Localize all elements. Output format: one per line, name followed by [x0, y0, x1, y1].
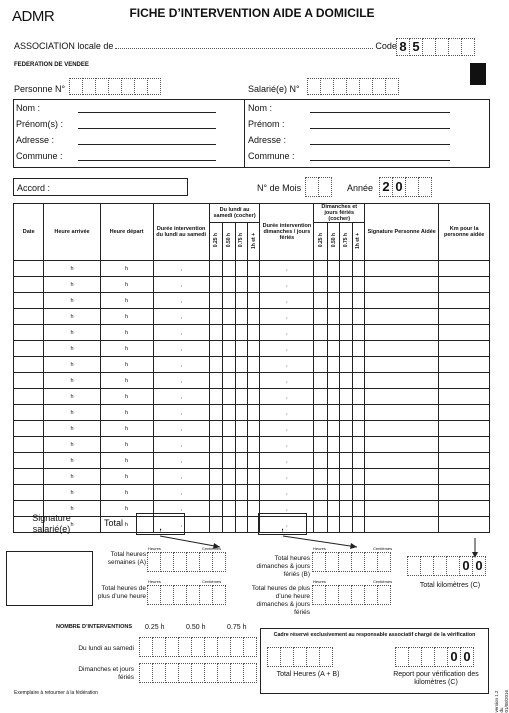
table-cell[interactable]: , — [153, 485, 209, 501]
total-heures-digit-0[interactable] — [267, 647, 281, 667]
table-cell[interactable]: , — [153, 309, 209, 325]
km-digit-2[interactable] — [433, 556, 447, 576]
total-a-digit-5[interactable] — [212, 552, 226, 572]
check-075-dimanche: 0.75 h — [340, 223, 352, 261]
total-heures-digit-3[interactable] — [306, 647, 320, 667]
plus-heure-digit-3[interactable] — [186, 585, 200, 605]
table-cell[interactable]: , — [153, 341, 209, 357]
table-cell[interactable]: h — [100, 325, 153, 341]
int-a-digit-1[interactable] — [152, 637, 166, 657]
table-cell[interactable]: , — [260, 517, 314, 533]
col-km: Km pour la personne aidée — [439, 204, 490, 261]
col-depart: Heure départ — [100, 204, 153, 261]
report-digit-2[interactable] — [421, 647, 435, 667]
check-1h-dimanche: 1h et + — [352, 223, 364, 261]
int-b-digit-6[interactable] — [217, 663, 231, 683]
total-dimanche-cells[interactable] — [313, 552, 391, 572]
table-cell[interactable]: , — [153, 277, 209, 293]
annee-digit-1[interactable]: 0 — [392, 177, 406, 197]
identity-right-label-2: Adresse : — [248, 135, 287, 145]
interventions-col-075: 0.75 h — [227, 624, 247, 631]
table-cell[interactable]: , — [260, 469, 314, 485]
total-b-digit-5[interactable] — [377, 552, 391, 572]
total-heures-digit-4[interactable] — [319, 647, 333, 667]
table-cell[interactable]: h — [100, 469, 153, 485]
int-a-digit-4[interactable] — [191, 637, 205, 657]
group-semaine: Du lundi au samedi (cocher) — [209, 204, 260, 223]
report-digit-5[interactable]: 0 — [460, 647, 474, 667]
identity-left-label-2: Adresse : — [16, 135, 55, 145]
table-cell[interactable]: , — [260, 485, 314, 501]
table-cell[interactable]: , — [153, 389, 209, 405]
total-label: Total — [104, 518, 124, 528]
table-cell[interactable]: , — [153, 325, 209, 341]
dim-plus-digit-3[interactable] — [351, 585, 365, 605]
mois-label: N° de Mois — [257, 183, 302, 193]
check-050-dimanche: 0.50 h — [327, 223, 339, 261]
table-cell[interactable]: h — [100, 341, 153, 357]
stamp-box[interactable] — [6, 551, 93, 606]
check-050-semaine: 0.50 h — [223, 223, 235, 261]
identity-right-label-3: Commune : — [248, 151, 295, 161]
plus-heure-digit-0[interactable] — [147, 585, 161, 605]
signature-salarie-label: Signature salarié(e) — [32, 513, 71, 534]
table-cell[interactable]: , — [260, 341, 314, 357]
interventions-col-050: 0.50 h — [186, 624, 206, 631]
total-b-digit-4[interactable] — [364, 552, 378, 572]
table-cell[interactable]: h — [44, 373, 100, 389]
plus-heure-label: Total heures de plus d’une heure — [97, 585, 146, 600]
table-cell[interactable]: h — [100, 453, 153, 469]
int-b-digit-2[interactable] — [165, 663, 179, 683]
code-label: Code — [375, 41, 397, 51]
table-cell[interactable]: , — [153, 357, 209, 373]
total-semaine-cells[interactable] — [148, 552, 226, 572]
table-cell[interactable]: , — [260, 389, 314, 405]
total-dimanche-box[interactable]: , — [258, 513, 307, 535]
int-a-digit-7[interactable] — [230, 637, 244, 657]
heures-caption-b2: Heures — [313, 579, 326, 584]
centiemes-caption-b: Centièmes — [373, 546, 393, 551]
check-025-semaine: 0.25 h — [209, 223, 223, 261]
int-a-digit-0[interactable] — [139, 637, 153, 657]
total-km-cells[interactable] — [408, 556, 486, 576]
table-cell[interactable]: , — [260, 325, 314, 341]
total-b-digit-1[interactable] — [325, 552, 339, 572]
table-cell[interactable]: , — [260, 357, 314, 373]
accord-label: Accord : — [17, 183, 51, 193]
dim-plus-digit-2[interactable] — [338, 585, 352, 605]
table-cell[interactable]: , — [153, 421, 209, 437]
table-cell[interactable]: , — [153, 261, 209, 277]
centiemes-caption-a2: Centièmes — [202, 579, 222, 584]
col-date: Date — [14, 204, 44, 261]
table-cell[interactable]: , — [260, 293, 314, 309]
plus-heure-digit-1[interactable] — [160, 585, 174, 605]
identity-right-label-0: Nom : — [248, 103, 273, 113]
int-a-digit-2[interactable] — [165, 637, 179, 657]
personne-label: Personne N° — [14, 84, 66, 94]
table-cell[interactable]: h — [44, 309, 100, 325]
table-cell[interactable]: h — [44, 453, 100, 469]
total-b-digit-3[interactable] — [351, 552, 365, 572]
table-cell[interactable]: h — [44, 261, 100, 277]
table-cell[interactable]: h — [100, 261, 153, 277]
table-cell[interactable]: , — [153, 517, 209, 533]
col-duree-semaine: Durée intervention du lundi au samedi — [153, 204, 209, 261]
report-digit-1[interactable] — [408, 647, 422, 667]
km-digit-3[interactable] — [446, 556, 460, 576]
heures-caption-a: Heures — [148, 546, 161, 551]
km-digit-1[interactable] — [420, 556, 434, 576]
table-cell[interactable]: h — [100, 389, 153, 405]
table-cell[interactable]: , — [153, 373, 209, 389]
int-a-digit-8[interactable] — [243, 637, 257, 657]
total-a-digit-2[interactable] — [173, 552, 187, 572]
km-digit-0[interactable] — [407, 556, 421, 576]
interventions-cells-dimanche[interactable] — [140, 663, 257, 683]
total-a-digit-4[interactable] — [199, 552, 213, 572]
identity-left-label-3: Commune : — [16, 151, 63, 161]
km-digit-4[interactable]: 0 — [459, 556, 473, 576]
heures-caption-b: Heures — [313, 546, 326, 551]
check-025-dimanche: 0.25 h — [314, 223, 328, 261]
col-arrivee: Heure arrivée — [44, 204, 100, 261]
table-cell[interactable]: h — [44, 389, 100, 405]
table-cell[interactable]: h — [100, 309, 153, 325]
salarie-label: Salarié(e) N° — [248, 84, 300, 94]
dim-plus-digit-1[interactable] — [325, 585, 339, 605]
table-cell[interactable]: h — [44, 325, 100, 341]
table-cell[interactable]: h — [44, 357, 100, 373]
int-b-digit-7[interactable] — [230, 663, 244, 683]
code-digit-1[interactable]: 5 — [409, 38, 423, 56]
centiemes-caption-a: Centièmes — [202, 546, 222, 551]
identity-right-label-1: Prénom : — [248, 119, 285, 129]
interventions-row-dimanche: Dimanches et jours fériés — [78, 666, 134, 681]
table-cell[interactable]: h — [100, 277, 153, 293]
heures-caption-a2: Heures — [148, 579, 161, 584]
version-note: version 1.2 du 01/08/2016 — [494, 689, 509, 713]
table-cell[interactable]: , — [260, 421, 314, 437]
identity-left-label-0: Nom : — [16, 103, 41, 113]
interventions-col-025: 0.25 h — [145, 624, 165, 631]
table-cell[interactable]: h — [44, 341, 100, 357]
table-cell[interactable]: h — [100, 517, 153, 533]
table-cell[interactable]: h — [100, 437, 153, 453]
int-b-digit-0[interactable] — [139, 663, 153, 683]
table-cell[interactable]: h — [100, 421, 153, 437]
report-digit-4[interactable]: 0 — [447, 647, 461, 667]
table-cell[interactable]: h — [100, 405, 153, 421]
total-heures-digit-2[interactable] — [293, 647, 307, 667]
dim-plus-label: Total heures de plus d’une heure dimanches & jours fériés — [251, 585, 310, 616]
total-dimanche-label: Total heures dimanches & jours fériés (B) — [256, 555, 310, 578]
annee-digit-0[interactable]: 2 — [379, 177, 393, 197]
plus-heure-cells[interactable] — [148, 585, 226, 605]
table-cell[interactable]: , — [260, 277, 314, 293]
check-075-semaine: 0.75 h — [235, 223, 247, 261]
dim-plus-digit-0[interactable] — [312, 585, 326, 605]
table-cell[interactable]: h — [44, 405, 100, 421]
total-b-digit-0[interactable] — [312, 552, 326, 572]
km-digit-5[interactable]: 0 — [472, 556, 486, 576]
group-dimanche: Dimanches et jours fériés (cocher) — [314, 204, 365, 223]
association-label: ASSOCIATION locale de — [14, 41, 114, 51]
int-a-digit-5[interactable] — [204, 637, 218, 657]
int-b-digit-8[interactable] — [243, 663, 257, 683]
table-cell[interactable]: h — [44, 277, 100, 293]
table-cell[interactable]: h — [44, 437, 100, 453]
table-cell[interactable]: h — [100, 501, 153, 517]
total-km-label: Total kilomètres (C) — [419, 582, 481, 589]
federation-label: FEDERATION DE VENDEE — [14, 62, 89, 68]
report-digit-0[interactable] — [395, 647, 409, 667]
table-cell[interactable]: h — [44, 421, 100, 437]
plus-heure-digit-2[interactable] — [173, 585, 187, 605]
col-signature: Signature Personne Aidée — [365, 204, 439, 261]
table-cell[interactable]: h — [44, 293, 100, 309]
table-cell[interactable]: , — [153, 453, 209, 469]
int-b-digit-1[interactable] — [152, 663, 166, 683]
exemplaire-note: Exemplaire à retourner à la fédération — [14, 690, 98, 696]
code-digit-0[interactable]: 8 — [396, 38, 410, 56]
table-cell[interactable]: h — [100, 357, 153, 373]
int-a-digit-3[interactable] — [178, 637, 192, 657]
table-cell[interactable]: h — [44, 469, 100, 485]
interventions-row-semaine: Du lundi au samedi — [78, 645, 134, 652]
table-cell[interactable]: , — [260, 437, 314, 453]
table-cell[interactable]: , — [153, 501, 209, 517]
table-cell[interactable]: , — [260, 405, 314, 421]
table-cell[interactable]: , — [260, 453, 314, 469]
verification-title: Cadre réservé exclusivement au responsable associatif chargé de la vérification — [273, 632, 476, 638]
total-heures-cells[interactable] — [268, 647, 333, 667]
total-a-digit-0[interactable] — [147, 552, 161, 572]
report-km-label: Report pour vérification des kilomètres (C) — [393, 671, 479, 686]
admr-logo: ADMR — [12, 8, 55, 25]
dim-plus-cells[interactable] — [313, 585, 391, 605]
int-a-digit-6[interactable] — [217, 637, 231, 657]
plus-heure-digit-5[interactable] — [212, 585, 226, 605]
table-cell[interactable]: h — [44, 501, 100, 517]
int-b-digit-5[interactable] — [204, 663, 218, 683]
table-cell[interactable]: h — [44, 517, 100, 533]
table-cell[interactable]: , — [260, 261, 314, 277]
table-cell[interactable]: h — [100, 293, 153, 309]
table-cell[interactable]: h — [100, 485, 153, 501]
table-cell[interactable]: , — [260, 373, 314, 389]
table-cell[interactable]: , — [260, 501, 314, 517]
table-cell[interactable]: h — [44, 485, 100, 501]
total-a-digit-3[interactable] — [186, 552, 200, 572]
dim-plus-digit-4[interactable] — [364, 585, 378, 605]
table-cell[interactable]: , — [153, 405, 209, 421]
total-semaine-label: Total heures semaines (A) — [107, 551, 146, 566]
report-digit-3[interactable] — [434, 647, 448, 667]
annee-label: Année — [347, 183, 374, 193]
total-b-digit-2[interactable] — [338, 552, 352, 572]
table-cell[interactable]: , — [260, 309, 314, 325]
interventions-cells-semaine[interactable] — [140, 637, 257, 657]
interventions-title: NOMBRE D’INTERVENTIONS — [56, 624, 132, 630]
table-cell[interactable]: , — [153, 293, 209, 309]
dim-plus-digit-5[interactable] — [377, 585, 391, 605]
col-duree-dimanche: Durée intervention dimanches / jours fériés — [260, 204, 314, 261]
int-b-digit-4[interactable] — [191, 663, 205, 683]
total-semaine-box[interactable]: , — [136, 513, 185, 535]
identity-left-label-1: Prénom(s) : — [16, 119, 64, 129]
table-cell[interactable]: , — [153, 469, 209, 485]
table-cell[interactable]: h — [100, 373, 153, 389]
int-b-digit-3[interactable] — [178, 663, 192, 683]
plus-heure-digit-4[interactable] — [199, 585, 213, 605]
centiemes-caption-b2: Centièmes — [373, 579, 393, 584]
total-heures-digit-1[interactable] — [280, 647, 294, 667]
total-heures-label: Total Heures (A + B) — [276, 671, 340, 678]
total-a-digit-1[interactable] — [160, 552, 174, 572]
report-km-cells[interactable] — [396, 647, 474, 667]
check-1h-semaine: 1h et + — [248, 223, 260, 261]
table-cell[interactable]: , — [153, 437, 209, 453]
page-title: FICHE D’INTERVENTION AIDE A DOMICILE — [129, 6, 375, 20]
